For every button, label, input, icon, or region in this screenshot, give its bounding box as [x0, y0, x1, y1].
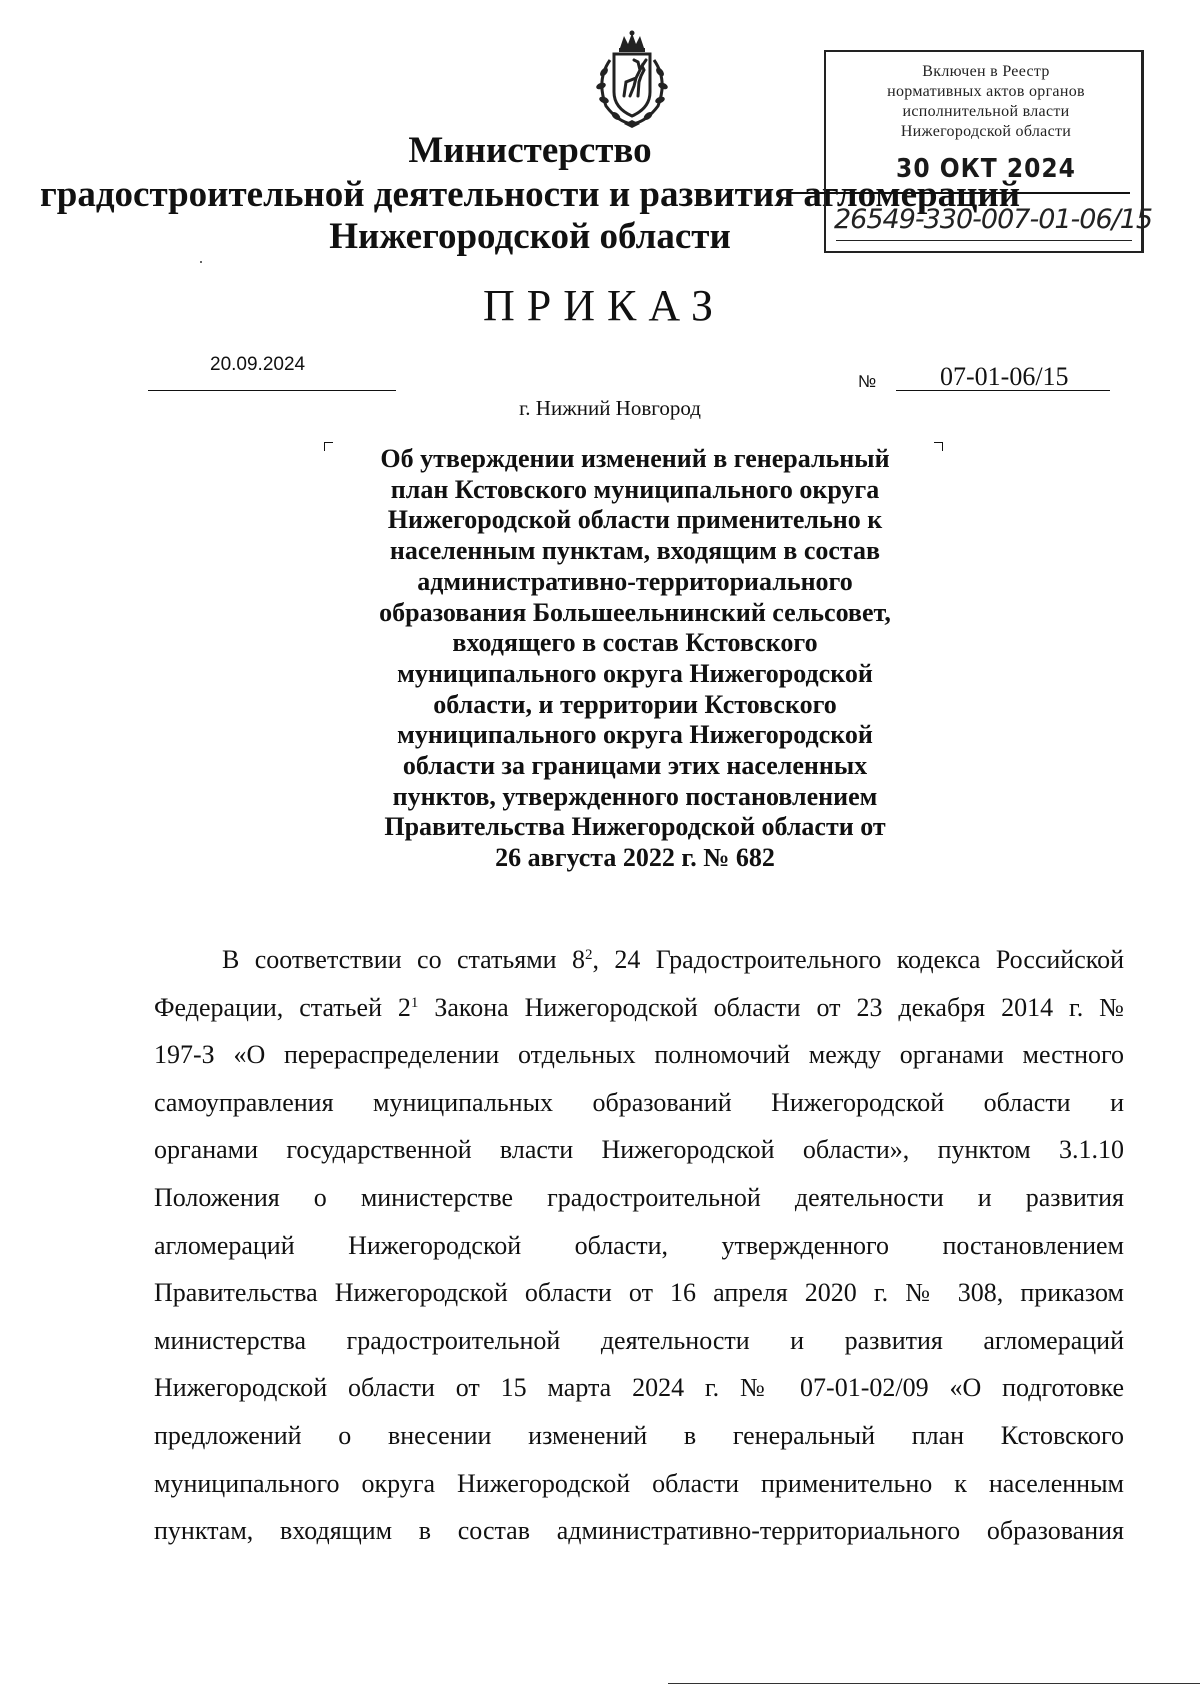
body-line: Положения о министерстве градостроительной деятельности и развития — [154, 1182, 1124, 1212]
order-title — [350, 444, 920, 874]
body-text-fragment: В соответствии со статьями 8 — [222, 945, 585, 974]
stamp-caption-line: Нижегородской области — [900, 123, 1072, 140]
scan-speck — [200, 261, 202, 263]
title-line: Нижегородской области применительно к — [387, 505, 883, 535]
title-line: области за границами этих населенных — [402, 751, 868, 781]
body-line: пунктам, входящим в состав административно-территориального образования — [154, 1516, 1124, 1546]
title-line: Правительства Нижегородской области от — [384, 812, 886, 842]
stamp-date: 30 ОКТ 2024 — [896, 154, 1076, 184]
title-line: входящего в состав Кстовского — [452, 628, 818, 658]
date-underline — [148, 390, 396, 391]
superscript: 1 — [410, 994, 419, 1011]
body-text-fragment: Федерации, статьей 2 — [154, 992, 411, 1022]
body-line — [154, 984, 1124, 1032]
stamp-registration-number: 26549-330-007-01-06/15 — [834, 204, 1153, 235]
document-type-heading: ПРИКАЗ — [482, 281, 726, 330]
body-line: предложений о внесении изменений в генеральный план Кстовского — [154, 1420, 1124, 1450]
body-line: муниципального округа Нижегородской области применительно к населенным — [154, 1468, 1124, 1498]
body-line: Правительства Нижегородской области от 16 апреля 2020 г. № 308, приказом — [154, 1278, 1124, 1308]
title-line: административно-территориального — [417, 566, 853, 596]
title-line: области, и территории Кстовского — [433, 689, 837, 719]
order-body-text — [154, 936, 1124, 1555]
title-line: план Кстовского муниципального округа — [390, 474, 880, 504]
body-line: агломераций Нижегородской области, утвержденного постановлением — [154, 1230, 1124, 1260]
order-date: 20.09.2024 — [210, 354, 306, 375]
ministry-name-line-2: градостроительной деятельности и развития агломераций — [39, 174, 1021, 215]
stamp-caption-line: нормативных актов органов — [887, 83, 1085, 100]
title-line: пунктов, утвержденного постановлением — [392, 781, 878, 811]
title-line: образования Большеельнинский сельсовет, — [379, 597, 891, 627]
title-line: 26 августа 2022 г. № 682 — [495, 843, 775, 873]
number-sign: № — [858, 372, 877, 391]
title-line: муниципального округа Нижегородской — [397, 658, 873, 688]
stamp-overlap-line — [790, 192, 1130, 194]
stamp-underline — [836, 240, 1132, 241]
body-line: самоуправления муниципальных образований Нижегородской области и — [154, 1087, 1124, 1117]
title-corner-left — [324, 442, 333, 451]
title-line: населенным пунктам, входящим в состав — [389, 536, 881, 566]
footer-rule — [668, 1683, 1200, 1684]
number-underline — [896, 390, 1110, 391]
registry-stamp — [824, 50, 1153, 253]
stamp-caption-line: Включен в Реестр — [922, 63, 1050, 80]
city-name: г. Нижний Новгород — [519, 396, 701, 420]
stamp-caption-line: исполнительной власти — [902, 103, 1070, 120]
body-text-fragment: , 24 Градостроительного кодекса Российской — [592, 945, 1124, 974]
coat-of-arms-emblem — [584, 30, 680, 130]
ministry-name-line-3: Нижегородской области — [329, 216, 731, 257]
body-line: органами государственной власти Нижегородской области», пунктом 3.1.10 — [154, 1135, 1124, 1165]
body-line — [154, 936, 1124, 984]
body-line: Нижегородской области от 15 марта 2024 г. № 07-01-02/09 «О подготовке — [154, 1373, 1124, 1403]
title-line: муниципального округа Нижегородской — [397, 720, 873, 750]
ministry-name-line-1: Министерство — [408, 130, 652, 171]
title-corner-right — [934, 442, 943, 451]
title-line: Об утверждении изменений в генеральный — [380, 444, 890, 473]
superscript: 2 — [584, 947, 593, 963]
body-line: министерства градостроительной деятельности и развития агломераций — [154, 1325, 1124, 1355]
body-line: 197-З «О перераспределении отдельных полномочий между органами местного — [154, 1040, 1124, 1070]
order-number: 07-01-06/15 — [940, 362, 1069, 391]
stamp-caption — [826, 62, 1146, 142]
body-text-fragment: Закона Нижегородской области от 23 декабря 2014 г. № — [418, 992, 1124, 1022]
